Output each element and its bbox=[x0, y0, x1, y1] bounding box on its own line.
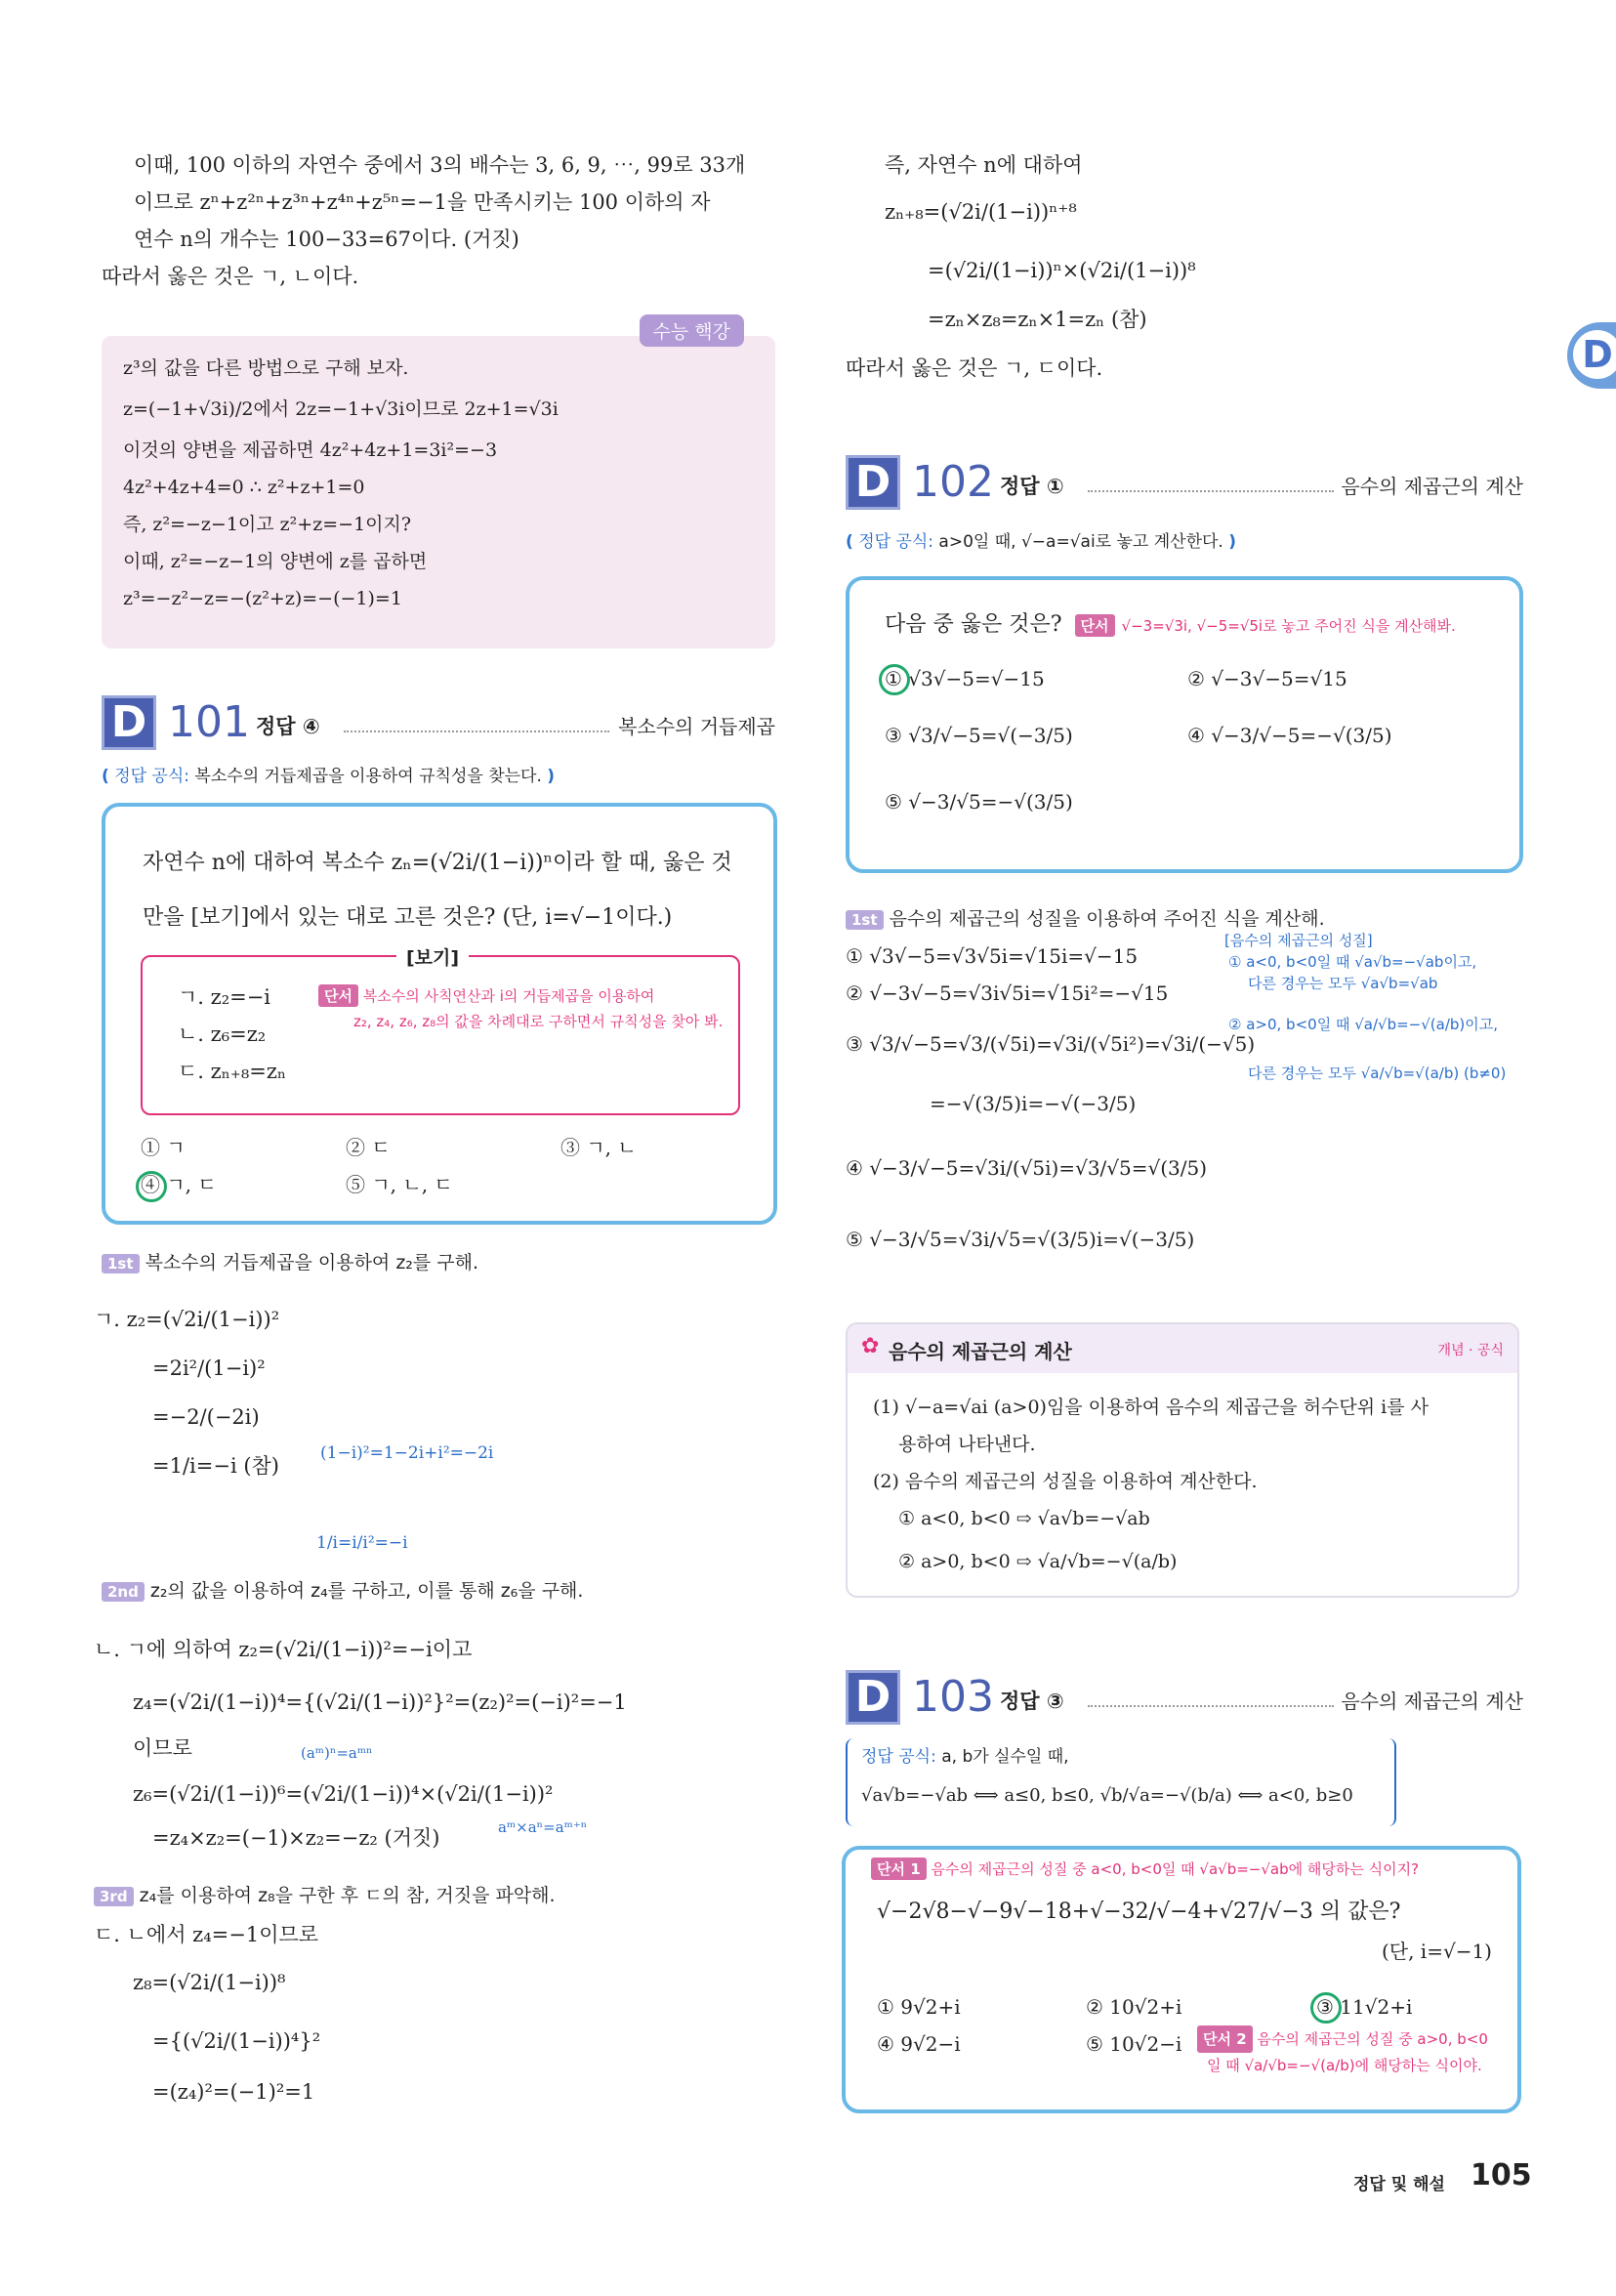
problem-number: 102 bbox=[912, 457, 994, 507]
property-line: ② a>0, b<0일 때 √a/√b=−√(a/b)이고, bbox=[1228, 1016, 1499, 1033]
concept-line: (2) 음수의 제곱근의 성질을 이용하여 계산한다. bbox=[873, 1471, 1258, 1492]
property-title: [음수의 제곱근의 성질] bbox=[1224, 932, 1373, 949]
question-text: √−2√8−√−9√−18+√−32/√−4+√27/√−3 의 값은? bbox=[877, 1899, 1401, 1924]
concept-tag: 개념 · 공식 bbox=[1437, 1343, 1504, 1358]
solution-line: =1/i=−i (참) bbox=[152, 1454, 280, 1478]
hint-tag: 단서 1 bbox=[871, 1858, 927, 1880]
topic: 음수의 제곱근의 계산 bbox=[1341, 475, 1523, 498]
answer-circle bbox=[136, 1171, 167, 1202]
solution-line: z₄=(√2i/(1−i))⁴={(√2i/(1−i))²}²=(z₂)²=(−i)²=−1 bbox=[133, 1691, 627, 1714]
note: 1/i=i/i²=−i bbox=[316, 1533, 408, 1553]
property-line: 다른 경우는 모두 √a/√b=√(a/b) (b≠0) bbox=[1248, 1065, 1507, 1082]
solution-line: ={(√2i/(1−i))⁴}² bbox=[152, 2029, 321, 2053]
choice: ③ ㄱ, ㄴ bbox=[560, 1136, 637, 1159]
flower-icon: ✿ bbox=[861, 1334, 880, 1358]
formula-101: ( 정답 공식: 복소수의 거듭제곱을 이용하여 규칙성을 찾는다. ) bbox=[102, 767, 556, 786]
step-tag: 1st bbox=[846, 910, 884, 930]
tip-line: z=(−1+√3i)/2에서 2z=−1+√3i이므로 2z+1=√3i bbox=[123, 398, 559, 420]
solution-line: ㄴ. ㄱ에 의하여 z₂=(√2i/(1−i))²=−i이고 bbox=[94, 1638, 473, 1661]
concept-box bbox=[846, 1322, 1519, 1598]
bogi-item: ㄴ. z₆=z₂ bbox=[178, 1023, 267, 1046]
text-line: 이때, 100 이하의 자연수 중에서 3의 배수는 3, 6, 9, ⋯, 99로 33개 bbox=[134, 153, 746, 177]
topic: 음수의 제곱근의 계산 bbox=[1341, 1690, 1523, 1713]
formula-label: 정답 공식: bbox=[114, 767, 190, 786]
question-line: 만을 [보기]에서 있는 대로 고른 것은? (단, i=√−1이다.) bbox=[143, 905, 673, 930]
divider bbox=[1088, 490, 1334, 492]
answer-circle bbox=[879, 664, 910, 695]
problem-101-header bbox=[102, 695, 775, 750]
top-left-text bbox=[134, 146, 745, 258]
concept-line: ② a>0, b<0 ⇨ √a/√b=−√(a/b) bbox=[898, 1551, 1178, 1572]
choice: ④ 9√2−i bbox=[877, 2032, 961, 2056]
solution-line: =(z₄)²=(−1)²=1 bbox=[152, 2080, 315, 2104]
choice: ⑤ ㄱ, ㄴ, ㄷ bbox=[346, 1173, 453, 1196]
problem-badge: D bbox=[846, 1670, 900, 1725]
choice: ① 9√2+i bbox=[877, 1995, 961, 2019]
bogi-title: [보기] bbox=[396, 943, 469, 970]
choice: ③ 11√2+i bbox=[1316, 1995, 1413, 2019]
solution-line: ② √−3√−5=√3i√5i=√15i²=−√15 bbox=[846, 981, 1169, 1005]
step-tag: 2nd bbox=[102, 1582, 145, 1602]
solution-line: ⑤ √−3/√5=√3i/√5=√(3/5)i=√(−3/5) bbox=[846, 1228, 1195, 1251]
solution-102 bbox=[846, 938, 1255, 1273]
formula-text: a, b가 실수일 때, bbox=[941, 1747, 1069, 1767]
choice: ④ ㄱ, ㄷ bbox=[141, 1173, 217, 1196]
topic: 복소수의 거듭제곱 bbox=[618, 715, 775, 738]
solution-1 bbox=[94, 1295, 279, 1490]
tip-line: 이때, z²=−z−1의 양변에 z를 곱하면 bbox=[123, 551, 428, 572]
answer-circle bbox=[1310, 1992, 1342, 2024]
step-tag: 1st bbox=[102, 1254, 140, 1273]
bogi-item: ㄱ. z₂=−i bbox=[178, 985, 271, 1009]
hint-tag: 단서 2 bbox=[1197, 2025, 1253, 2053]
step-text: 음수의 제곱근의 성질을 이용하여 주어진 식을 계산해. bbox=[889, 908, 1325, 930]
problem-103-header bbox=[846, 1670, 1523, 1725]
formula-label: 정답 공식: bbox=[858, 532, 934, 552]
step-3 bbox=[94, 1881, 556, 1907]
conclusion-line: 따라서 옳은 것은 ㄱ, ㄴ이다. bbox=[102, 265, 359, 288]
solution-line: ㄷ. ㄴ에서 z₄=−1이므로 bbox=[94, 1923, 319, 1946]
note: (1−i)²=1−2i+i²=−2i bbox=[320, 1443, 494, 1463]
solution-line: ③ √3/√−5=√3/(√5i)=√3i/(√5i²)=√3i/(−√5) bbox=[846, 1032, 1256, 1056]
choice: ① √3√−5=√−15 bbox=[885, 667, 1045, 690]
bogi-box bbox=[141, 947, 740, 1115]
solution-line: ㄱ. z₂=(√2i/(1−i))² bbox=[94, 1308, 280, 1331]
problem-number: 103 bbox=[912, 1672, 994, 1722]
property-note bbox=[1224, 930, 1506, 1084]
answer: 정답 ① bbox=[1000, 475, 1064, 498]
text-line: =zₙ×z₈=zₙ×1=zₙ (참) bbox=[928, 308, 1147, 331]
step-1 bbox=[846, 904, 1325, 931]
text-line: 이므로 zⁿ+z²ⁿ+z³ⁿ+z⁴ⁿ+z⁵ⁿ=−1을 만족시키는 100 이하의 자 bbox=[134, 190, 711, 214]
chapter-tab bbox=[1567, 322, 1616, 389]
hint-2 bbox=[1197, 2025, 1488, 2078]
step-2 bbox=[102, 1576, 583, 1603]
question-box-102 bbox=[846, 576, 1523, 873]
question-box-101 bbox=[102, 803, 777, 1225]
tip-label: 수능 핵강 bbox=[640, 314, 744, 347]
concept-line: ① a<0, b<0 ⇨ √a√b=−√ab bbox=[898, 1508, 1150, 1529]
answer: 정답 ③ bbox=[1000, 1690, 1064, 1713]
solution-line: 이므로 bbox=[133, 1736, 192, 1760]
solution-line: =−2/(−2i) bbox=[152, 1405, 260, 1429]
property-line: ① a<0, b<0일 때 √a√b=−√ab이고, bbox=[1228, 953, 1477, 971]
concept-header bbox=[848, 1324, 1517, 1373]
solution-line: ① √3√−5=√3√5i=√15i=√−15 bbox=[846, 944, 1139, 968]
problem-102-header bbox=[846, 455, 1523, 510]
choice: ⑤ √−3/√5=−√(3/5) bbox=[885, 790, 1073, 814]
page-number: 105 bbox=[1471, 2158, 1532, 2192]
tip-box bbox=[102, 321, 775, 648]
question-text: 다음 중 옳은 것은? bbox=[885, 612, 1062, 637]
solution-line: z₆=(√2i/(1−i))⁶=(√2i/(1−i))⁴×(√2i/(1−i))² bbox=[133, 1782, 554, 1806]
formula-label: 정답 공식: bbox=[861, 1747, 936, 1767]
note: (aᵐ)ⁿ=aᵐⁿ bbox=[301, 1744, 373, 1762]
text-line: 연수 n의 개수는 100−33=67이다. (거짓) bbox=[134, 228, 519, 251]
hint-tag: 단서 bbox=[1075, 614, 1115, 637]
solution-line: =2i²/(1−i)² bbox=[152, 1357, 266, 1380]
step-text: 복소수의 거듭제곱을 이용하여 z₂를 구해. bbox=[145, 1252, 479, 1273]
question-box-103 bbox=[842, 1846, 1521, 2113]
tip-line: z³의 값을 다른 방법으로 구해 보자. bbox=[123, 357, 409, 379]
text-line: =(√2i/(1−i))ⁿ×(√2i/(1−i))⁸ bbox=[928, 259, 1196, 282]
formula-text: 복소수의 거듭제곱을 이용하여 규칙성을 찾는다. bbox=[194, 767, 542, 786]
concept-line: (1) √−a=√ai (a>0)임을 이용하여 음수의 제곱근을 허수단위 i를 사 bbox=[873, 1397, 1429, 1418]
solution-line: ④ √−3/√−5=√3i/(√5i)=√3/√5=√(3/5) bbox=[846, 1156, 1208, 1180]
solution-line: z₈=(√2i/(1−i))⁸ bbox=[133, 1971, 286, 1994]
text-line: zₙ₊₈=(√2i/(1−i))ⁿ⁺⁸ bbox=[885, 200, 1077, 224]
formula-text: √a√b=−√ab ⟺ a≤0, b≤0, √b/√a=−√(b/a) ⟺ a<0, b≥0 bbox=[861, 1785, 1353, 1806]
chapter-letter: D bbox=[1573, 330, 1616, 379]
step-tag: 3rd bbox=[94, 1887, 134, 1906]
problem-badge: D bbox=[846, 455, 900, 510]
step-text: z₂의 값을 이용하여 z₄를 구하고, 이를 통해 z₆을 구해. bbox=[149, 1580, 584, 1602]
choice: ① ㄱ bbox=[141, 1136, 186, 1159]
hint-text: 일 때 √a/√b=−√(a/b)에 해당하는 식이야. bbox=[1207, 2057, 1482, 2074]
hint-tag: 단서 bbox=[318, 984, 358, 1007]
tip-line: 즉, z²=−z−1이고 z²+z=−1이지? bbox=[123, 514, 412, 535]
answer: 정답 ④ bbox=[256, 715, 320, 738]
step-1 bbox=[102, 1248, 478, 1274]
note: aᵐ×aⁿ=aᵐ⁺ⁿ bbox=[498, 1818, 588, 1836]
concept-line: 용하여 나타낸다. bbox=[898, 1434, 1036, 1455]
hint-text: √−3=√3i, √−5=√5i로 놓고 주어진 식을 계산해봐. bbox=[1121, 617, 1456, 635]
question-line: 자연수 n에 대하여 복소수 zₙ=(√2i/(1−i))ⁿ이라 할 때, 옳은 것 bbox=[143, 851, 732, 875]
formula-103 bbox=[846, 1738, 1396, 1826]
tip-line: z³=−z²−z=−(z²+z)=−(−1)=1 bbox=[123, 588, 402, 609]
footer-label: 정답 및 해설 bbox=[1353, 2175, 1445, 2194]
property-line: 다른 경우는 모두 √a√b=√ab bbox=[1248, 975, 1438, 992]
bogi-item: ㄷ. zₙ₊₈=zₙ bbox=[178, 1060, 287, 1083]
formula-102: ( 정답 공식: a>0일 때, √−a=√ai로 놓고 계산한다. ) bbox=[846, 532, 1237, 552]
conclusion-line: 따라서 옳은 것은 ㄱ, ㄷ이다. bbox=[846, 356, 1103, 380]
problem-badge: D bbox=[102, 695, 156, 750]
choice: ② ㄷ bbox=[346, 1136, 391, 1159]
choice: ② √−3√−5=√15 bbox=[1187, 667, 1347, 690]
formula-text: a>0일 때, √−a=√ai로 놓고 계산한다. bbox=[938, 532, 1223, 552]
choice: ④ √−3/√−5=−√(3/5) bbox=[1187, 724, 1392, 747]
divider bbox=[1088, 1705, 1334, 1707]
hint-text: 복소수의 사칙연산과 i의 거듭제곱을 이용하여 bbox=[362, 987, 655, 1005]
hint-text: z₂, z₄, z₆, z₈의 값을 차례대로 구하면서 규칙성을 찾아 봐. bbox=[353, 1013, 724, 1030]
question-condition: (단, i=√−1) bbox=[1381, 1940, 1492, 1963]
tip-line: 4z²+4z+4=0 ∴ z²+z+1=0 bbox=[123, 477, 365, 498]
solution-line: =−√(3/5)i=−√(−3/5) bbox=[930, 1092, 1137, 1115]
hint-text: 음수의 제곱근의 성질 중 a>0, b<0 bbox=[1257, 2030, 1488, 2048]
top-right-text bbox=[885, 146, 1196, 338]
text-line: 즉, 자연수 n에 대하여 bbox=[885, 153, 1083, 177]
step-text: z₄를 이용하여 z₈을 구한 후 ㄷ의 참, 거짓을 파악해. bbox=[139, 1885, 556, 1906]
tip-line: 이것의 양변을 제곱하면 4z²+4z+1=3i²=−3 bbox=[123, 439, 498, 461]
solution-3 bbox=[94, 1916, 320, 2113]
choice: ③ √3/√−5=√(−3/5) bbox=[885, 724, 1073, 747]
solution-line: =z₄×z₂=(−1)×z₂=−z₂ (거짓) bbox=[152, 1826, 440, 1850]
problem-number: 101 bbox=[168, 697, 250, 747]
hint-text: 음수의 제곱근의 성질 중 a<0, b<0일 때 √a√b=−√ab에 해당하는 식이지? bbox=[931, 1860, 1420, 1878]
concept-title: 음수의 제곱근의 계산 bbox=[889, 1340, 1072, 1363]
divider bbox=[344, 731, 609, 732]
choice: ② 10√2+i bbox=[1086, 1995, 1182, 2019]
choice: ⑤ 10√2−i bbox=[1086, 2032, 1182, 2056]
